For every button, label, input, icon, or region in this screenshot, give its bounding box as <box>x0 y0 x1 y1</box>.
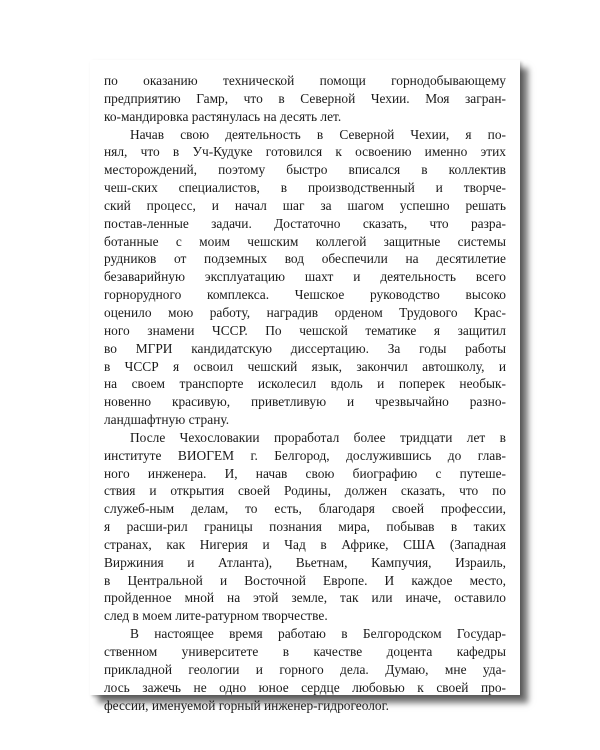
text-line: странах, как Нигерия и Чад в Африке, США (Западная <box>104 536 506 552</box>
text-line: постав-ленные задачи. Достаточно сказать, что разра- <box>104 215 506 231</box>
book-page <box>90 60 520 713</box>
text-line: ботанные с моим чешским коллегой защитные системы <box>104 233 506 249</box>
text-line: ного знамени ЧССР. По чешской тематике я защитил <box>104 322 506 338</box>
text-line: пройденное мной на этой земле, так или иначе, оставило <box>104 590 506 606</box>
paragraph <box>104 126 506 429</box>
text-line: след в моем лите-ратурном творчестве. <box>104 608 328 624</box>
text-line: горнорудного комплекса. Чешское руководство высоко <box>104 287 506 303</box>
text-line: месторождений, поэтому быстро вписался в коллектив <box>104 162 506 178</box>
paragraph <box>104 429 506 625</box>
text-line: В настоящее время работаю в Белгородском Государ- <box>130 626 506 642</box>
text-line: ландшафтную страну. <box>104 412 230 428</box>
text-line: новенно красивую, приветливую и чрезвычайно разно- <box>104 394 506 410</box>
text-line: безаварийную эксплуатацию шахт и деятельность всего <box>104 269 506 285</box>
text-line: ский процесс, и начал шаг за шагом успешно решать <box>104 197 506 213</box>
text-line: оценило мою работу, наградив орденом Трудового Крас- <box>104 304 506 320</box>
text-line: Начав свою деятельность в Северной Чехии, я по- <box>130 126 506 142</box>
text-line: чеш-ских специалистов, в производственный и творче- <box>104 180 506 196</box>
text-line: по оказанию технической помощи горнодобывающему <box>104 73 506 88</box>
text-line: После Чехословакии проработал более тридцати лет в <box>130 429 506 445</box>
text-line: ко-мандировка растянулась на десять лет. <box>104 108 342 124</box>
paragraph <box>104 72 506 126</box>
text-line: ного инженера. И, начав свою биографию с путеше- <box>104 465 506 481</box>
text-line: я расши-рил границы познания мира, побывав в таких <box>104 519 506 535</box>
text-line: прикладной геологии и горного дела. Думаю, мне уда- <box>104 661 506 677</box>
text-line: во МГРИ кандидатскую диссертацию. За годы работы <box>104 340 506 356</box>
text-line: ствия и открытия своей Родины, должен сказать, что по <box>104 483 506 499</box>
page-body-text <box>104 72 506 714</box>
text-line: нял, что в Уч-Кудуке готовился к освоению именно этих <box>104 144 506 160</box>
text-line: фессии, именуемой горный инженер-гидрогеолог. <box>104 697 389 713</box>
text-line: ственном университете в качестве доцента кафедры <box>104 644 506 659</box>
text-line: в ЧССР я освоил чешский язык, закончил автошколу, и <box>104 358 506 374</box>
paragraph <box>104 625 506 714</box>
text-line: в Центральной и Восточной Европе. И каждое место, <box>104 572 506 588</box>
text-line: предприятию Гамр, что в Северной Чехии. Моя загран- <box>104 90 506 106</box>
text-line: институте ВИОГЕМ г. Белгород, дослужившись до глав- <box>104 447 506 463</box>
text-line: служеб-ным делам, то есть, благодаря своей профессии, <box>104 501 506 517</box>
text-line: Виржиния и Атланта), Вьетнам, Кампучия, Израиль, <box>104 554 506 570</box>
text-line: на своем транспорте исколесил вдоль и поперек необык- <box>104 376 506 392</box>
text-line: рудников от подземных вод обеспечили на десятилетие <box>104 251 506 267</box>
text-line: лось зажечь не одно юное сердце любовью к своей про- <box>104 679 506 695</box>
